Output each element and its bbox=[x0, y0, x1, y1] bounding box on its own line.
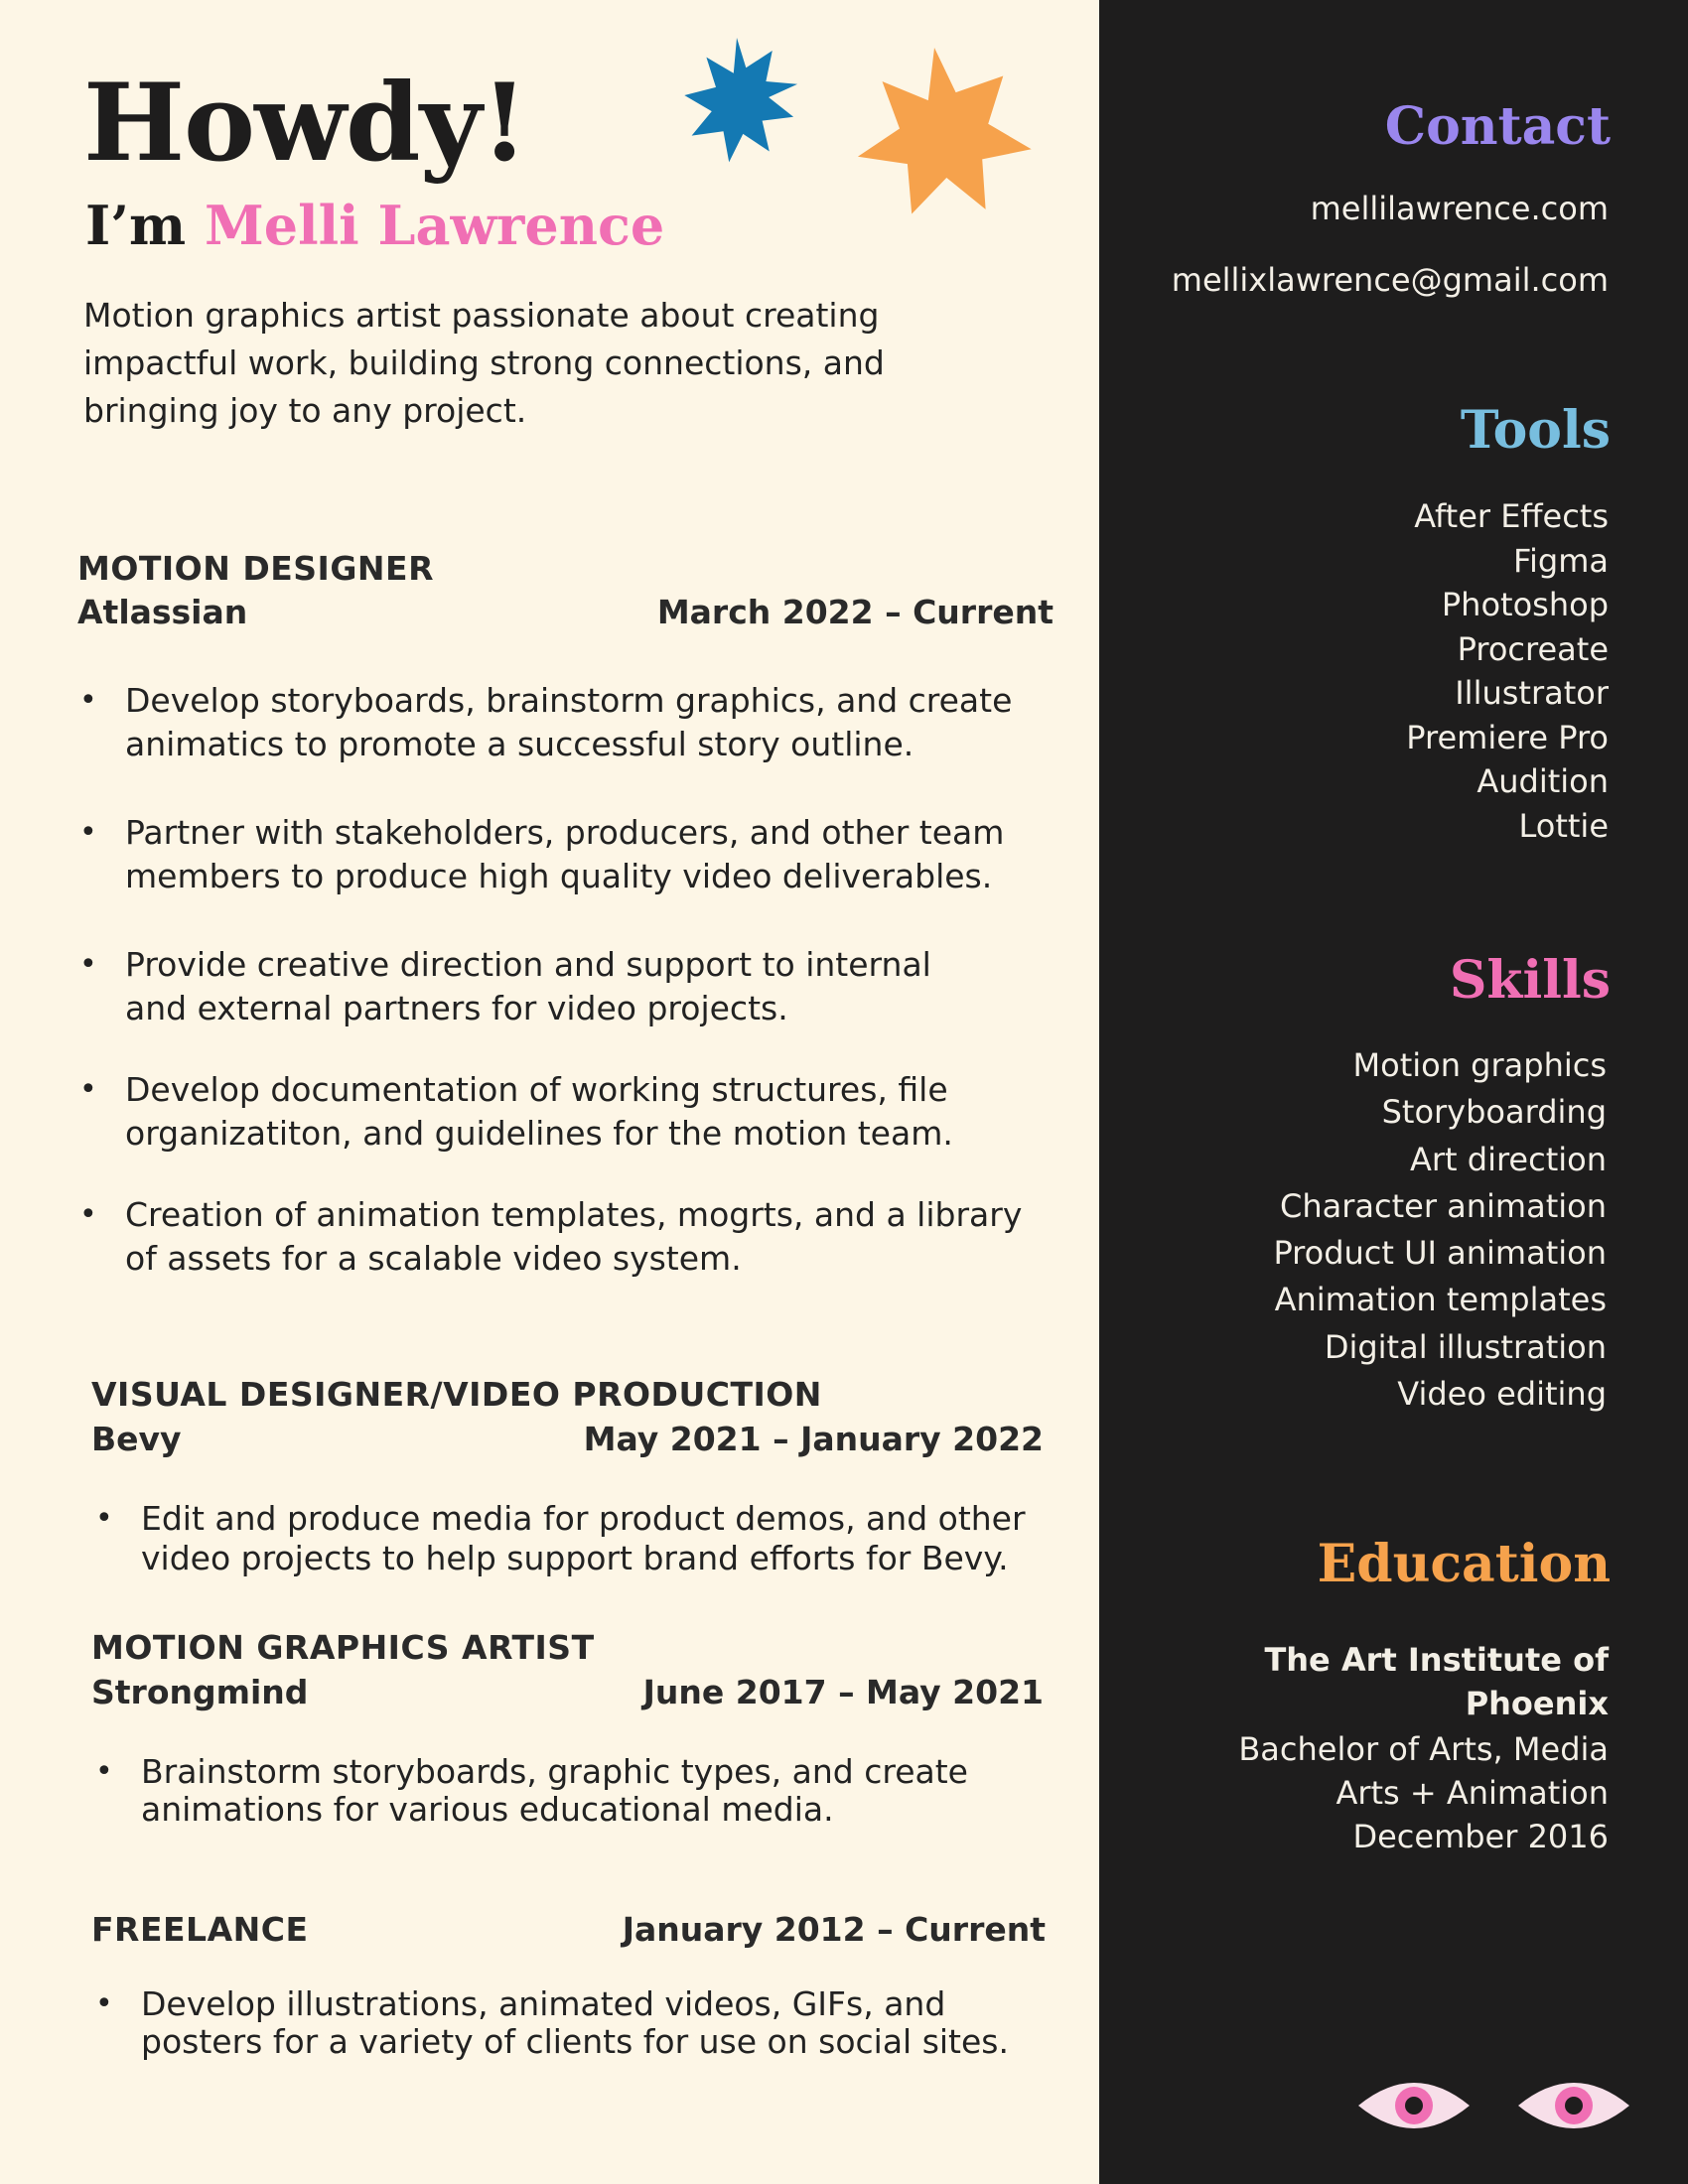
bullet-line: Edit and produce media for product demos, and other bbox=[141, 1499, 1026, 1538]
skill-item: Digital illustration bbox=[1324, 1327, 1607, 1366]
skill-item: Storyboarding bbox=[1381, 1093, 1607, 1132]
job-title: MOTION GRAPHICS ARTIST bbox=[91, 1628, 595, 1667]
eye-icon bbox=[1356, 2078, 1472, 2133]
website-link[interactable]: mellilawrence.com bbox=[1310, 190, 1609, 227]
job-bullet bbox=[79, 811, 1004, 898]
sidebar bbox=[1099, 0, 1688, 2184]
bullet-line: members to produce high quality video deliverables. bbox=[125, 857, 993, 895]
bullet-line: organizatiton, and guidelines for the motion team. bbox=[125, 1114, 953, 1153]
eye-icon bbox=[1516, 2078, 1631, 2133]
degree bbox=[1238, 1727, 1609, 1858]
skills-heading: Skills bbox=[1449, 950, 1611, 1011]
degree-line: Bachelor of Arts, Media bbox=[1238, 1730, 1609, 1768]
tool-item: Audition bbox=[1477, 762, 1609, 800]
bullet-line: Develop documentation of working structures, file bbox=[125, 1070, 948, 1109]
tool-item: Figma bbox=[1512, 541, 1609, 580]
education-date: December 2016 bbox=[1352, 1818, 1609, 1855]
im-text: I’m bbox=[85, 194, 187, 257]
name-heading bbox=[85, 194, 665, 257]
contact-heading: Contact bbox=[1384, 96, 1611, 157]
job-title: FREELANCE bbox=[91, 1910, 309, 1949]
skill-item: Product UI animation bbox=[1273, 1234, 1607, 1273]
tools-heading: Tools bbox=[1460, 400, 1611, 461]
intro-paragraph: Motion graphics artist passionate about creating impactful work, building strong connections, and bringing joy to any project. bbox=[83, 296, 885, 430]
skill-item: Motion graphics bbox=[1352, 1046, 1607, 1084]
tool-item: Illustrator bbox=[1455, 674, 1609, 712]
skill-item: Video editing bbox=[1397, 1375, 1607, 1414]
job-bullet bbox=[95, 1985, 1009, 2061]
degree-line: Arts + Animation bbox=[1336, 1774, 1609, 1812]
bullet-line: of assets for a scalable video system. bbox=[125, 1239, 742, 1278]
bullet-line: Develop storyboards, brainstorm graphics, and create bbox=[125, 681, 1013, 720]
tool-item: Procreate bbox=[1457, 629, 1609, 668]
bullet-line: Creation of animation templates, mogrts, and a library bbox=[125, 1195, 1023, 1234]
job-bullet bbox=[79, 1193, 1022, 1281]
bullet-line: Brainstorm storyboards, graphic types, and create bbox=[141, 1752, 968, 1791]
greeting-heading: Howdy! bbox=[83, 61, 527, 186]
job-dates: March 2022 – Current bbox=[656, 593, 1054, 631]
skill-item: Art direction bbox=[1410, 1140, 1607, 1178]
bullet-line: animatics to promote a successful story outline. bbox=[125, 725, 914, 763]
tool-item: Premiere Pro bbox=[1406, 718, 1609, 756]
bullet-line: Partner with stakeholders, producers, and other team bbox=[125, 813, 1005, 852]
bullet-line: Provide creative direction and support to internal bbox=[125, 945, 931, 984]
job-dates: January 2012 – Current bbox=[622, 1910, 1046, 1949]
bullet-line: Develop illustrations, animated videos, GIFs, and bbox=[141, 1984, 946, 2023]
school-line: Phoenix bbox=[1465, 1685, 1609, 1722]
email-link[interactable]: mellixlawrence@gmail.com bbox=[1171, 261, 1609, 299]
bullet-line: posters for a variety of clients for use on social sites. bbox=[141, 2022, 1009, 2061]
tool-item: Lottie bbox=[1518, 806, 1609, 845]
bullet-line: animations for various educational media. bbox=[141, 1790, 834, 1829]
tool-item: After Effects bbox=[1414, 497, 1609, 535]
school-line: The Art Institute of bbox=[1264, 1641, 1609, 1679]
bullet-line: and external partners for video projects. bbox=[125, 989, 788, 1027]
skill-item: Animation templates bbox=[1274, 1281, 1607, 1319]
job-bullet bbox=[79, 679, 1012, 766]
job-bullet bbox=[95, 1499, 1026, 1578]
job-dates: June 2017 – May 2021 bbox=[642, 1673, 1044, 1711]
job-title: MOTION DESIGNER bbox=[77, 549, 434, 588]
job-title: VISUAL DESIGNER/VIDEO PRODUCTION bbox=[91, 1375, 822, 1414]
tools-list bbox=[1406, 494, 1609, 848]
skill-item: Character animation bbox=[1279, 1186, 1607, 1225]
education-heading: Education bbox=[1317, 1534, 1611, 1594]
person-name: Melli Lawrence bbox=[205, 194, 665, 257]
orange-star-icon bbox=[830, 40, 1039, 248]
job-company: Bevy bbox=[91, 1420, 182, 1458]
job-company: Atlassian bbox=[77, 593, 248, 631]
job-bullet bbox=[79, 1068, 953, 1156]
tool-item: Photoshop bbox=[1441, 586, 1609, 623]
job-company: Strongmind bbox=[91, 1673, 309, 1711]
job-dates: May 2021 – January 2022 bbox=[583, 1420, 1044, 1458]
job-bullet bbox=[79, 943, 931, 1030]
skills-list bbox=[1273, 1042, 1607, 1418]
school-name bbox=[1264, 1638, 1609, 1725]
blue-star-icon bbox=[671, 34, 802, 165]
bullet-line: video projects to help support brand efforts for Bevy. bbox=[141, 1539, 1009, 1577]
job-bullet bbox=[95, 1753, 968, 1829]
